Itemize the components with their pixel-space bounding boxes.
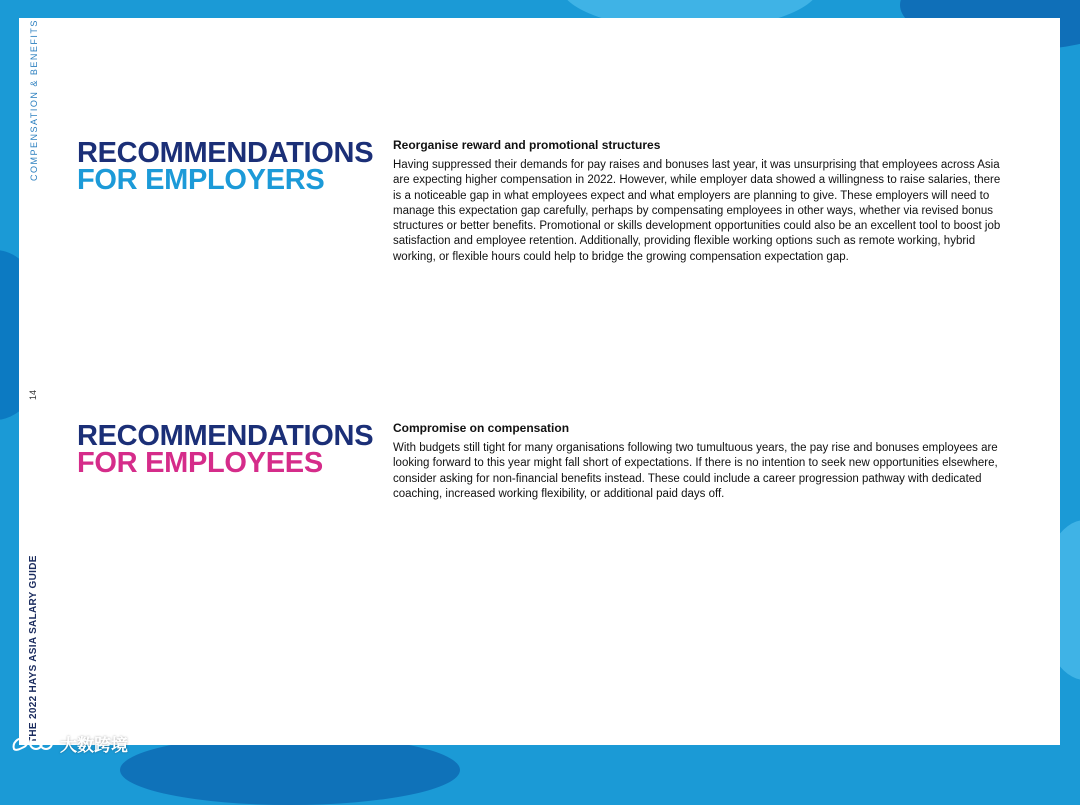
employers-section	[393, 138, 1003, 265]
employees-heading-line1: RECOMMENDATIONS	[77, 420, 374, 452]
employees-heading	[77, 420, 374, 479]
employers-heading	[77, 137, 374, 196]
employees-subtitle: Compromise on compensation	[393, 421, 570, 435]
section-label: COMPENSATION & BENEFITS	[29, 19, 39, 181]
employers-heading-line2: FOR EMPLOYERS	[77, 164, 325, 196]
background-swirl	[120, 735, 460, 805]
guide-title: THE 2022 HAYS ASIA SALARY GUIDE	[28, 555, 39, 743]
employers-heading-line1: RECOMMENDATIONS	[77, 137, 374, 169]
employers-subtitle: Reorganise reward and promotional structures	[393, 138, 661, 152]
watermark	[10, 731, 128, 756]
employees-body: With budgets still tight for many organisations following two tumultuous years, the pay rise and bonuses employees are looking forward to this year might fall short of expectations. If there is no intention to seek new opportunities elsewhere, consider asking for non-financial benefits instead. These could include a career progression pathway with dedicated coaching, increased working flexibility, or additional paid days off.	[393, 442, 998, 500]
sina-logo-icon	[10, 733, 54, 755]
employees-heading-line2: FOR EMPLOYEES	[77, 447, 323, 479]
employees-section	[393, 421, 1003, 502]
page-number: 14	[28, 389, 38, 400]
document-page	[19, 18, 1060, 745]
employers-body: Having suppressed their demands for pay raises and bonuses last year, it was unsurprising that employees across Asia are expecting higher compensation in 2022. However, while employer data showed a willingness to raise salaries, there is a noticeable gap in what employees expect and what employers are planning to give. These employers will need to manage this expectation gap carefully, perhaps by compensating employees in other ways, whether via revised bonus structures or better benefits. Promotional or skills development opportunities could also be an excellent tool to boost job satisfaction and employee retention. Additionally, providing flexible working options such as remote working, hybrid working, or flexible hours could help to bridge the growing compensation expectation gap.	[393, 159, 1001, 263]
watermark-text: 大数跨境	[60, 736, 128, 755]
